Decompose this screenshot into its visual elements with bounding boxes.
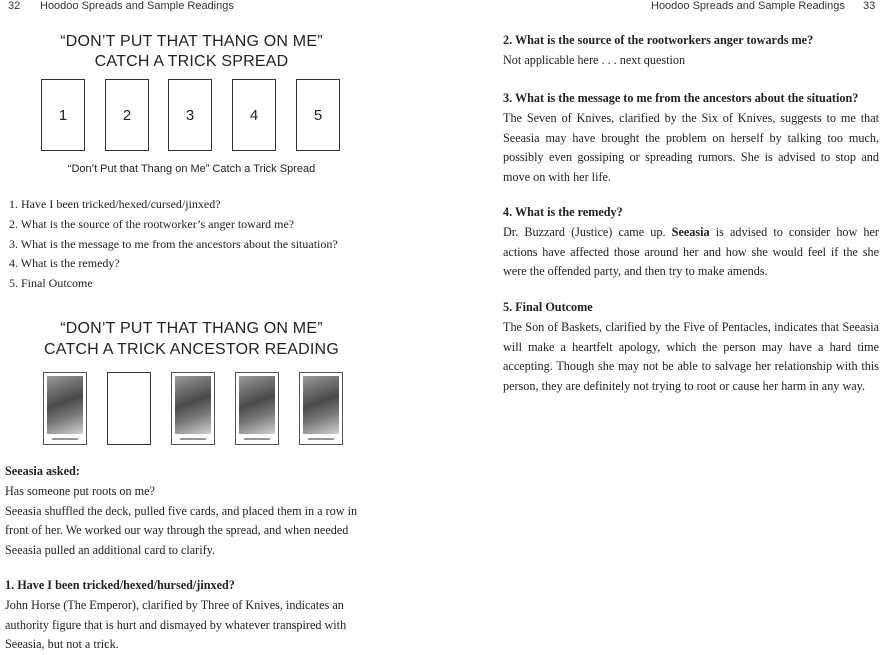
running-head-left: Hoodoo Spreads and Sample Readings <box>40 0 234 12</box>
procedure-line-2: front of her. We worked our way through the spread, and when needed <box>5 523 349 538</box>
card-image-5 <box>299 372 343 445</box>
bold-name: Seeasia <box>671 224 710 239</box>
answer-3-heading: 3. What is the message to me from the ancestors about the situation? <box>503 91 859 105</box>
answer-1-heading: 1. Have I been tricked/hexed/hursed/jinxed? <box>5 578 235 592</box>
procedure-line-1: Seeasia shuffled the deck, pulled five cards, and placed them in a row in <box>5 503 358 518</box>
answer-5 <box>503 298 879 397</box>
answer-4-heading: 4. What is the remedy? <box>503 205 623 219</box>
question-item-3: 3. What is the message to me from the ancestors about the situation? <box>9 236 338 251</box>
card-position-5: 5 <box>296 79 340 151</box>
card-image-1 <box>43 372 87 445</box>
reading-title-line-1: “DON’T PUT THAT THANG ON ME” <box>60 320 323 337</box>
answer-4 <box>503 203 879 282</box>
asked-heading: Seeasia asked: <box>5 464 80 478</box>
question-list <box>9 195 338 294</box>
answer-3-text: The Seven of Knives, clarified by the Six of Knives, suggests to me that Seeasia may have brought the problem on herself by talking too much, possibly even gossiping or spreading rumors. She is advised to stop and move on with her life. <box>503 110 879 185</box>
answer-3 <box>503 89 879 188</box>
page-number-right: 33 <box>863 0 876 12</box>
answer-5-text: The Son of Baskets, clarified by the Five of Pentacles, indicates that Seeasia will make a heartfelt apology, which the person may have a hard time accepting. Though she may not be able to salvage her relationship with this person, they are definitely not trying to root or cause her harm in any way. <box>503 319 879 394</box>
running-head-right: Hoodoo Spreads and Sample Readings <box>651 0 845 12</box>
answer-1-line-3: Seeasia, but not a trick. <box>5 637 119 652</box>
answer-5-heading: 5. Final Outcome <box>503 300 593 314</box>
card-position-3: 3 <box>168 79 212 151</box>
card-position-2: 2 <box>105 79 149 151</box>
reading-intro <box>5 462 385 561</box>
answer-4-text: Dr. Buzzard (Justice) came up. Seeasia is advised to consider how her actions have affected those around her and how she would feel if the she were the offended party, and then try to make amends. <box>503 224 879 279</box>
answer-2 <box>503 31 879 71</box>
card-image-3 <box>171 372 215 445</box>
card-image-blank <box>107 372 151 445</box>
spread-title-line-2: CATCH A TRICK SPREAD <box>94 53 289 70</box>
answer-2-text: Not applicable here . . . next question <box>503 52 686 67</box>
page-number-left: 32 <box>8 0 21 12</box>
question-item-2: 2. What is the source of the rootworker’s anger toward me? <box>9 216 295 231</box>
question-item-5: 5. Final Outcome <box>9 276 93 291</box>
reading-title-line-2: CATCH A TRICK ANCESTOR READING <box>44 341 339 358</box>
answer-2-heading: 2. What is the source of the rootworkers anger towards me? <box>503 33 814 47</box>
question-item-1: 1. Have I been tricked/hexed/cursed/jinxed? <box>9 197 221 211</box>
answer-1 <box>5 576 385 655</box>
card-position-4: 4 <box>232 79 276 151</box>
card-image-4 <box>235 372 279 445</box>
question-item-4: 4. What is the remedy? <box>9 256 120 271</box>
card-position-1: 1 <box>41 79 85 151</box>
procedure-line-3: Seeasia pulled an additional card to clarify. <box>5 543 216 558</box>
answer-1-line-1: John Horse (The Emperor), clarified by Three of Knives, indicates an <box>5 597 344 612</box>
spread-title-line-1: “DON’T PUT THAT THANG ON ME” <box>60 33 323 50</box>
answer-1-line-2: authority figure that is hurt and dismayed by whatever transpired with <box>5 617 347 632</box>
asked-question: Has someone put roots on me? <box>5 483 155 498</box>
spread-caption: “Don’t Put that Thang on Me” Catch a Trick Spread <box>67 163 316 175</box>
left-page <box>0 0 441 653</box>
